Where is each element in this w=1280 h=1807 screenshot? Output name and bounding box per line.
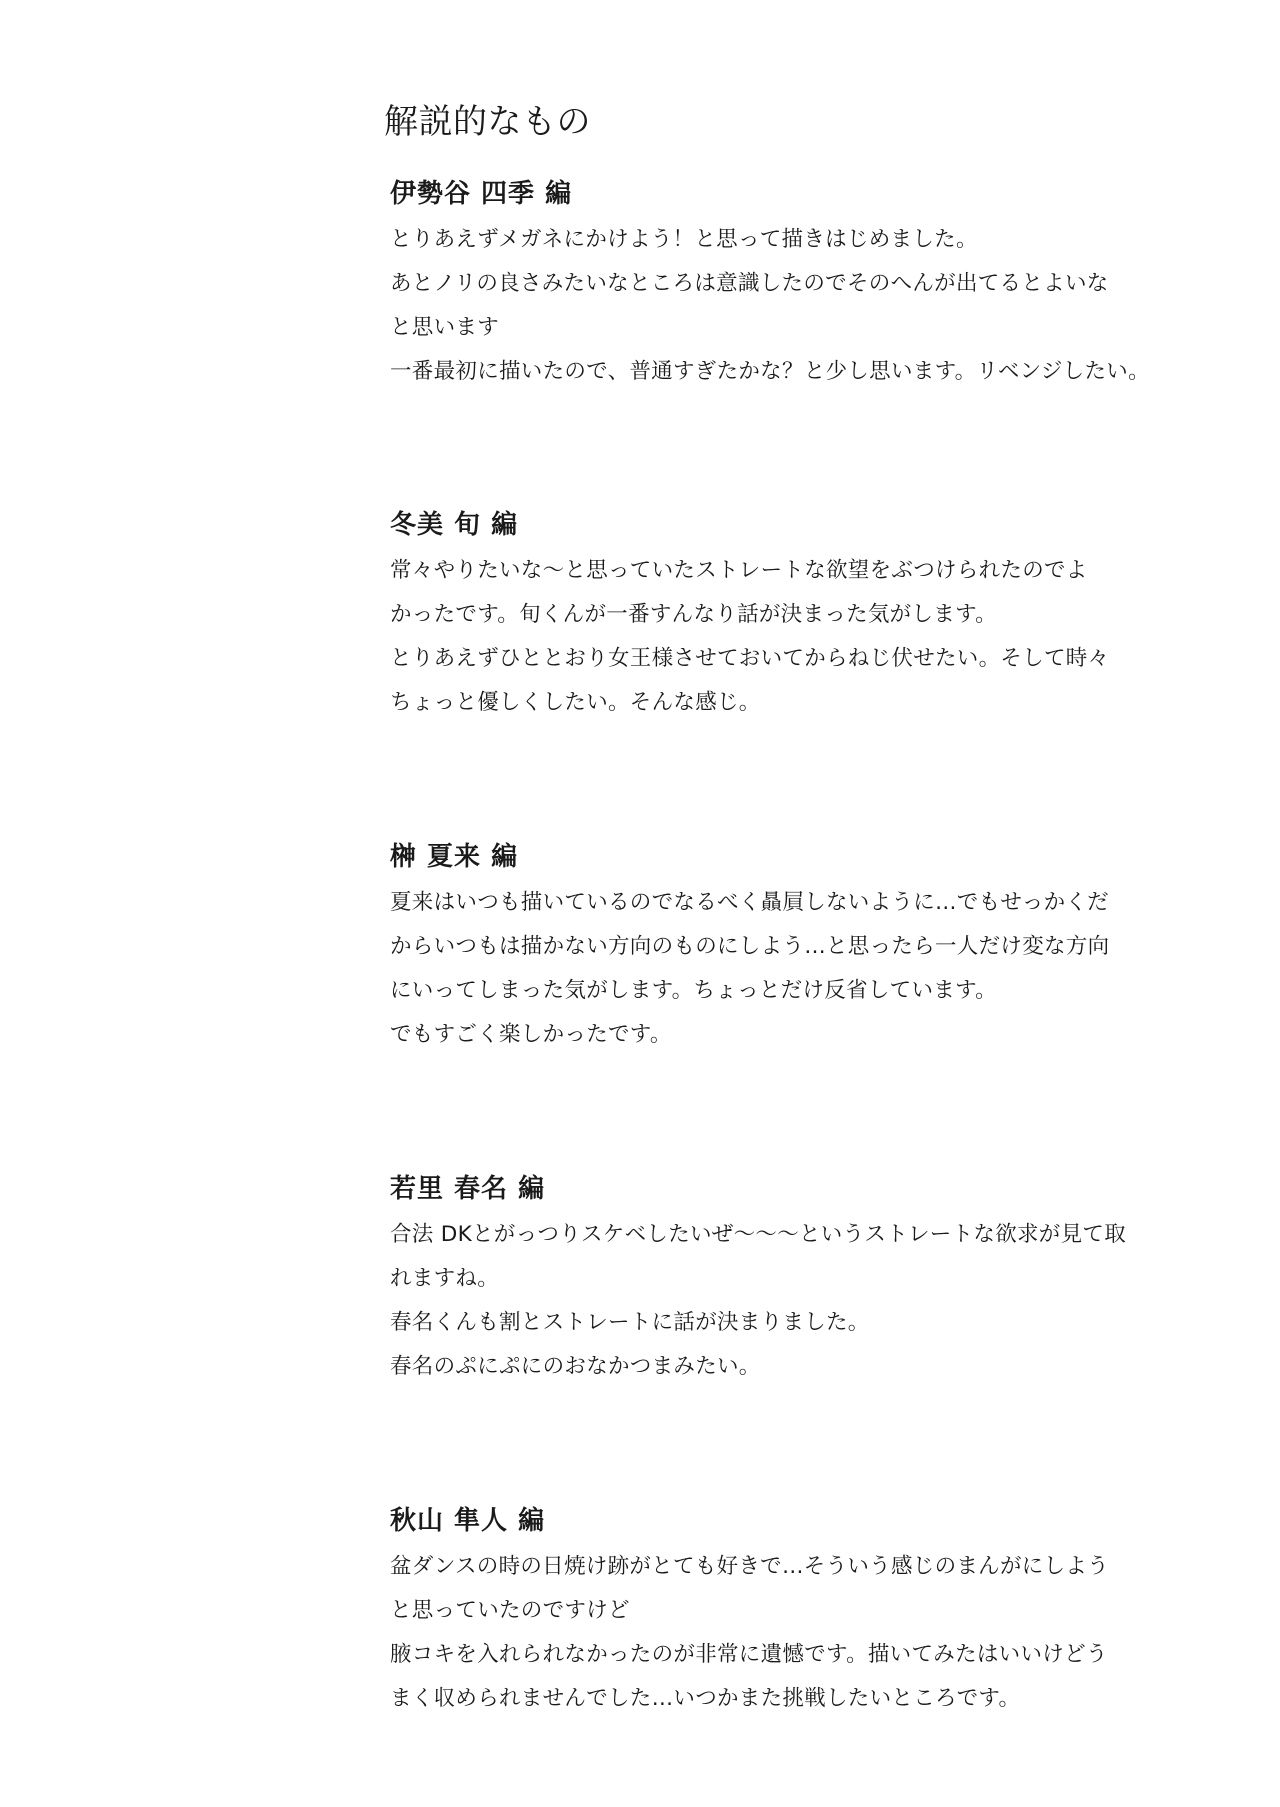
section-heading: 伊勢谷 四季 編: [390, 179, 573, 209]
section-body: [390, 549, 1270, 725]
body-line: とりあえずひととおり女王様させておいてからねじ伏せたい。そして時々: [390, 646, 1110, 671]
body-line: にいってしまった気がします。ちょっとだけ反省しています。: [390, 978, 997, 1003]
section-wakazato-haruna: [390, 1169, 1270, 1389]
body-line: と思います: [390, 315, 500, 340]
section-sakaki-natsuki: [390, 837, 1270, 1057]
body-line: 春名くんも割とストレートに話が決まりました。: [390, 1310, 870, 1335]
body-line: かったです。旬くんが一番すんなり話が決まった気がします。: [390, 602, 997, 627]
body-line: ちょっと優しくしたい。そんな感じ。: [390, 690, 761, 715]
body-line: からいつもは描かない方向のものにしよう…と思ったら一人だけ変な方向: [390, 934, 1110, 959]
section-fuyumi-jun: [390, 505, 1270, 725]
section-akiyama-hayato: [390, 1501, 1270, 1721]
body-line: でもすごく楽しかったです。: [390, 1022, 672, 1047]
body-line: れますね。: [390, 1266, 500, 1291]
body-line: 盆ダンスの時の日焼け跡がとても好きで…そういう感じのまんがにしよう: [390, 1554, 1109, 1579]
section-body: [390, 1545, 1270, 1721]
section-body: [390, 881, 1270, 1057]
section-ise-shiki: [390, 174, 1270, 394]
section-heading: 若里 春名 編: [390, 1174, 546, 1204]
section-heading: 榊 夏来 編: [390, 842, 519, 872]
body-line: 一番最初に描いたので、普通すぎたかな？と少し思います。リベンジしたい。: [390, 359, 1150, 384]
body-line: 合法 DKとがっつりスケベしたいぜ〜〜〜というストレートな欲求が見て取: [390, 1222, 1126, 1247]
section-body: [390, 1213, 1270, 1389]
section-body: [390, 218, 1270, 394]
body-line: 常々やりたいな〜と思っていたストレートな欲望をぶつけられたのでよ: [390, 558, 1088, 583]
body-line: と思っていたのですけど: [390, 1598, 630, 1623]
body-line: まく収められませんでした…いつかまた挑戦したいところです。: [390, 1686, 1021, 1711]
body-line: 腋コキを入れられなかったのが非常に遺憾です。描いてみたはいいけどう: [390, 1642, 1108, 1667]
body-line: 夏来はいつも描いているのでなるべく贔屓しないように…でもせっかくだ: [390, 890, 1109, 915]
page-title: 解説的なもの: [384, 102, 591, 142]
body-line: あとノリの良さみたいなところは意識したのでそのへんが出てるとよいな: [390, 271, 1109, 296]
body-line: とりあえずメガネにかけよう！と思って描きはじめました。: [390, 227, 978, 252]
section-heading: 冬美 旬 編: [390, 510, 519, 540]
section-heading: 秋山 隼人 編: [390, 1506, 546, 1536]
body-line: 春名のぷにぷにのおなかつまみたい。: [390, 1354, 761, 1379]
